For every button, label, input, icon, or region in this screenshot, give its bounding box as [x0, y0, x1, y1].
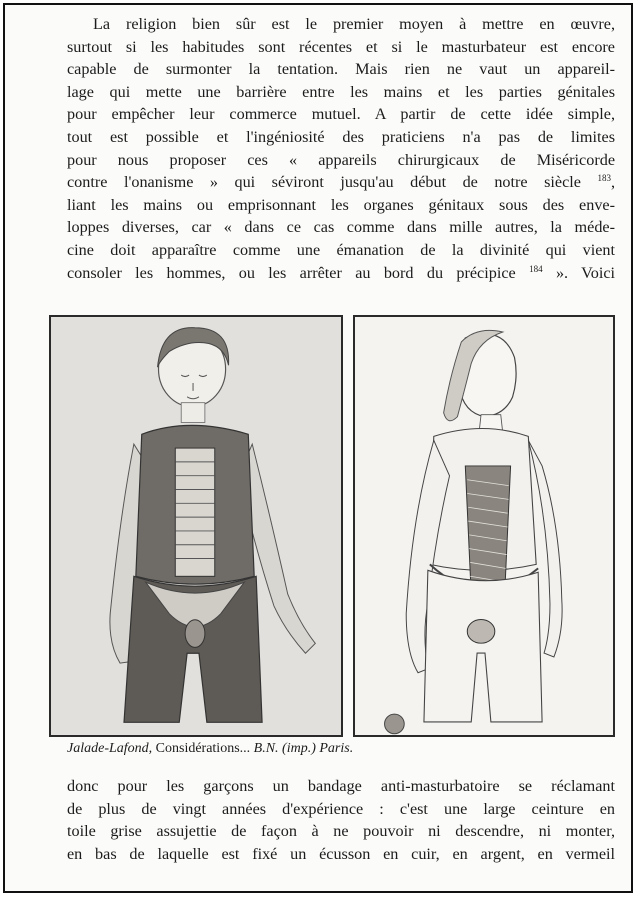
text-segment: , [610, 173, 615, 192]
text-line: tout est possible et l'ingéniosité des praticiens n'a pas de limites [67, 127, 615, 146]
caption-author: Jalade-Lafond, [67, 741, 153, 756]
text-line: liant les mains ou emprisonnant les organes génitaux sous des enve- [67, 195, 615, 214]
text-line-with-footnote [67, 262, 615, 285]
text-segment: consoler les hommes, ou les arrêter au bord du précipice [67, 263, 516, 282]
text-line-with-footnote [67, 171, 615, 194]
caption-source: B.N. (imp.) Paris. [250, 741, 354, 756]
text-segment: ». Voici [555, 263, 616, 282]
footnote-ref-184: 184 [529, 263, 543, 274]
figure-caption [67, 741, 615, 757]
text-line: surtout si les habitudes sont récentes et si le masturbateur est encore [67, 37, 615, 56]
engraving-left-image [51, 317, 341, 735]
text-line: toile grise assujettie de façon à ne pouvoir ni descendre, ni monter, [67, 822, 615, 841]
caption-title: Considérations... [152, 741, 251, 756]
engraving-left [49, 315, 343, 737]
text-line: de plus de vingt années d'expérience : c'est une large ceinture en [67, 799, 615, 818]
footnote-ref-183: 183 [597, 173, 611, 184]
text-line: donc pour les garçons un bandage anti-masturbatoire se réclamant [67, 777, 615, 795]
text-line: La religion bien sûr est le premier moyen à mettre en œuvre, [93, 15, 615, 33]
text-segment: contre l'onanisme » qui séviront jusqu'au début de notre siècle [67, 173, 581, 192]
text-line: cine doit apparaître comme une émanation de la divinité qui vient [67, 240, 615, 259]
paragraph-top [67, 13, 615, 284]
illustration-figure [49, 315, 615, 739]
text-line: pour empêcher leur commerce mutuel. A partir de cette idée simple, [67, 105, 615, 124]
text-line: capable de surmonter la tentation. Mais rien ne vaut un appareil- [67, 60, 615, 79]
engraving-right-image [355, 317, 613, 735]
text-line: pour nous proposer ces « appareils chirurgicaux de Miséricorde [67, 150, 615, 169]
engraving-right [353, 315, 615, 737]
text-line: loppes diverses, car « dans ce cas comme dans mille autres, la méde- [67, 218, 615, 237]
text-line: lage qui mette une barrière entre les mains et les parties génitales [67, 82, 615, 101]
paragraph-bottom [67, 775, 615, 865]
book-page [3, 3, 633, 893]
text-line: en bas de laquelle est fixé un écusson en cuir, en argent, en vermeil [67, 844, 615, 863]
